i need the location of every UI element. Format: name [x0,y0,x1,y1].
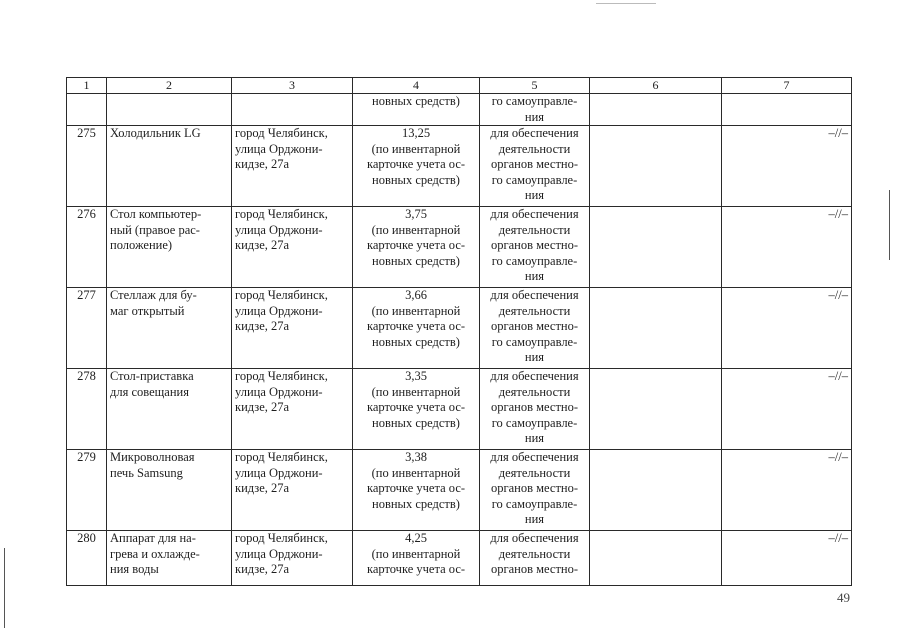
col7-cell: –//– [722,369,852,450]
purpose-cell: го самоуправле- ния [480,94,590,126]
column-number: 1 [67,78,107,94]
value-cell: 13,25 (по инвентарной карточке учета ос- новных средств) [353,126,480,207]
row-number-cell [67,94,107,126]
table-row [67,207,852,288]
name-cell: Стеллаж для бу- маг открытый [107,288,232,369]
purpose-cell: для обеспечения деятельности органов местно- го самоуправле- ния [480,369,590,450]
scan-edge-mark-top [596,3,656,4]
column-number: 7 [722,78,852,94]
col7-cell: –//– [722,207,852,288]
purpose-cell: для обеспечения деятельности органов местно- го самоуправле- ния [480,288,590,369]
purpose-cell: для обеспечения деятельности органов местно- го самоуправле- ния [480,450,590,531]
property-registry-table [66,77,852,586]
column-number: 2 [107,78,232,94]
row-number-cell: 276 [67,207,107,288]
table-row [67,450,852,531]
purpose-cell: для обеспечения деятельности органов местно- [480,531,590,586]
column-number: 5 [480,78,590,94]
address-cell: город Челябинск, улица Орджони- кидзе, 27а [232,450,353,531]
row-number-cell: 280 [67,531,107,586]
value-cell: 3,75 (по инвентарной карточке учета ос- новных средств) [353,207,480,288]
table-row [67,369,852,450]
col7-cell [722,94,852,126]
scan-edge-mark-right [889,190,890,260]
value-cell: 3,66 (по инвентарной карточке учета ос- новных средств) [353,288,480,369]
col6-cell [590,207,722,288]
address-cell: город Челябинск, улица Орджони- кидзе, 27а [232,369,353,450]
col6-cell [590,126,722,207]
col6-cell [590,450,722,531]
col7-cell: –//– [722,288,852,369]
column-number-header-row [67,78,852,94]
table-row [67,288,852,369]
purpose-cell: для обеспечения деятельности органов местно- го самоуправле- ния [480,207,590,288]
address-cell: город Челябинск, улица Орджони- кидзе, 27а [232,126,353,207]
col6-cell [590,531,722,586]
table-row [67,126,852,207]
continued-row [67,94,852,126]
col6-cell [590,94,722,126]
value-cell: 4,25 (по инвентарной карточке учета ос- [353,531,480,586]
column-number: 3 [232,78,353,94]
address-cell: город Челябинск, улица Орджони- кидзе, 27а [232,207,353,288]
col7-cell: –//– [722,531,852,586]
address-cell [232,94,353,126]
col7-cell: –//– [722,450,852,531]
address-cell: город Челябинск, улица Орджони- кидзе, 27а [232,531,353,586]
name-cell: Холодильник LG [107,126,232,207]
name-cell [107,94,232,126]
row-number-cell: 278 [67,369,107,450]
scan-edge-mark-left [4,548,5,628]
row-number-cell: 275 [67,126,107,207]
name-cell: Стол-приставка для совещания [107,369,232,450]
col6-cell [590,369,722,450]
table-row [67,531,852,586]
page-number: 49 [837,590,850,605]
col7-cell: –//– [722,126,852,207]
value-cell: новных средств) [353,94,480,126]
column-number: 6 [590,78,722,94]
value-cell: 3,35 (по инвентарной карточке учета ос- новных средств) [353,369,480,450]
column-number: 4 [353,78,480,94]
address-cell: город Челябинск, улица Орджони- кидзе, 27а [232,288,353,369]
row-number-cell: 277 [67,288,107,369]
name-cell: Микроволновая печь Samsung [107,450,232,531]
col6-cell [590,288,722,369]
name-cell: Стол компьютер- ный (правое рас- положение) [107,207,232,288]
row-number-cell: 279 [67,450,107,531]
purpose-cell: для обеспечения деятельности органов местно- го самоуправле- ния [480,126,590,207]
name-cell: Аппарат для на- грева и охлажде- ния воды [107,531,232,586]
value-cell: 3,38 (по инвентарной карточке учета ос- новных средств) [353,450,480,531]
